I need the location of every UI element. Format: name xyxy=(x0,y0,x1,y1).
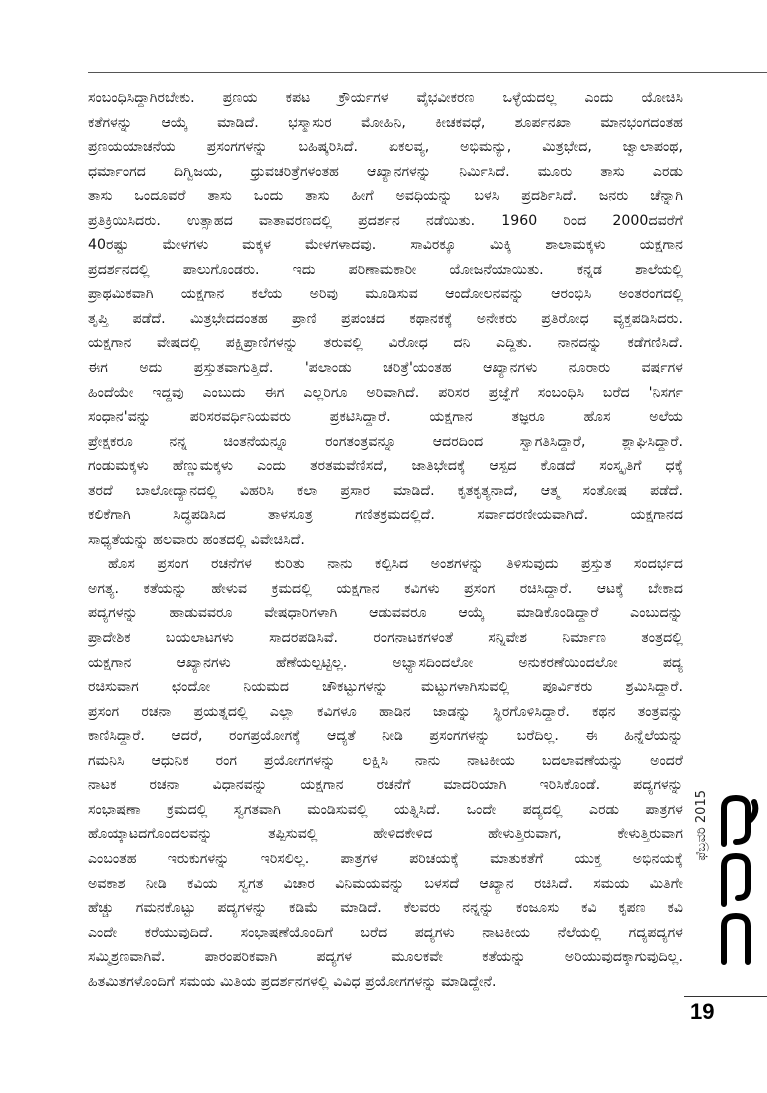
text-line: ಪ್ರದರ್ಶನದಲ್ಲಿ ಪಾಲುಗೊಂಡರು. ಇದು ಪರಿಣಾಮಕಾರೀ ಯೋಜನೆಯಾಯಿತು. ಕನ್ನಡ ಶಾಲೆಯಲ್ಲಿ xyxy=(88,261,683,278)
text-line: ಅವಕಾಶ ನೀಡಿ ಕವಿಯ ಸ್ವಗತ ವಿಚಾರ ವಿನಿಮಯವನ್ನು ಬಳಸದೆ ಆಖ್ಯಾನ ರಚಿಸಿದೆ. ಸಮಯ ಮಿತಿಗೇ xyxy=(88,875,683,892)
text-line: ಯಕ್ಷಗಾನ ವೇಷದಲ್ಲಿ ಪಕ್ಷಿಪ್ರಾಣಿಗಳನ್ನು ತರುವಲ್ಲಿ ವಿರೋಧ ದನಿ ಎದ್ದಿತು. ನಾನದನ್ನು ಕಡೆಗಣಿಸಿದೆ. xyxy=(88,335,683,352)
text-line: ಕತೆಗಳನ್ನು ಆಯ್ಕೆ ಮಾಡಿದೆ. ಭಸ್ಮಾಸುರ ಮೋಹಿನಿ, ಕೀಚಕವಧೆ, ಶೂರ್ಪನಖಾ ಮಾನಭಂಗದಂತಹ xyxy=(88,114,683,131)
logo-glyph-3 xyxy=(724,798,748,844)
text-line: ಪ್ರಣಯಯಾಚನೆಯ ಪ್ರಸಂಗಗಳನ್ನು ಬಹಿಷ್ಕರಿಸಿದೆ. ಏಕಲವ್ಯ, ಅಭಿಮನ್ಯು, ಮಿತ್ರಭೇದ, ಜ್ವಾಲಾಪಂಥ, xyxy=(88,139,683,156)
text-line: ಪ್ರಸಂಗ ರಚನಾ ಪ್ರಯತ್ನದಲ್ಲಿ ಎಲ್ಲಾ ಕವಿಗಳೂ ಹಾಡಿನ ಜಾಡನ್ನು ಸ್ಥಿರಗೊಳಿಸಿದ್ದಾರೆ. ಕಥನ ತಂತ್ರವನ್ನು xyxy=(88,703,683,720)
text-line: ಎಂಬಂತಹ ಇರುಕುಗಳನ್ನು ಇರಿಸಲಿಲ್ಲ. ಪಾತ್ರಗಳ ಪರಿಚಯಕ್ಕೆ ಮಾತುಕತೆಗೆ ಯುಕ್ತ ಅಭಿನಯಕ್ಕೆ xyxy=(88,850,683,867)
text-line: ಸಂಧಾನ'ವನ್ನು ಪರಿಸರವರ್ಧಿನಿಯವರು ಪ್ರಕಟಿಸಿದ್ದಾರೆ. ಯಕ್ಷಗಾನ ತಜ್ಞರೂ ಹೊಸ ಅಲೆಯ xyxy=(88,409,683,426)
text-line: ತರದೆ ಬಾಲೋದ್ಯಾನದಲ್ಲಿ ವಿಹರಿಸಿ ಕಲಾ ಪ್ರಸಾರ ಮಾಡಿದೆ. ಕೃತಕೃತ್ಯನಾದೆ, ಆತ್ಮ ಸಂತೋಷ ಪಡೆದೆ. xyxy=(88,482,683,499)
text-line: ಪ್ರಾಥಮಿಕವಾಗಿ ಯಕ್ಷಗಾನ ಕಲೆಯ ಅರಿವು ಮೂಡಿಸುವ ಆಂದೋಲನವನ್ನು ಆರಂಭಿಸಿ ಅಂತರಂಗದಲ್ಲಿ xyxy=(88,286,683,303)
text-line: ಎಂದೇ ಕರೆಯುವುದಿದೆ. ಸಂಭಾಷಣೆಯೊಂದಿಗೆ ಬರೆದ ಪದ್ಯಗಳು ನಾಟಕೀಯ ನೆಲೆಯಲ್ಲಿ ಗದ್ಯಪದ್ಯಗಳ xyxy=(88,924,683,941)
logo-glyph-2 xyxy=(724,856,748,904)
text-line: ಪ್ರಾದೇಶಿಕ ಬಯಲಾಟಗಳು ಸಾದರಪಡಿಸಿವೆ. ರಂಗನಾಟಕಗಳಂತೆ ಸನ್ನಿವೇಶ ನಿರ್ಮಾಣ ತಂತ್ರದಲ್ಲಿ xyxy=(88,630,683,647)
text-line: ಹಿತಮಿತಗಳೊಂದಿಗೆ ಸಮಯ ಮಿತಿಯ ಪ್ರದರ್ಶನಗಳಲ್ಲಿ ವಿವಿಧ ಪ್ರಯೋಗಗಳನ್ನು ಮಾಡಿದ್ದೇನೆ. xyxy=(88,973,497,990)
text-line: ಹಿಂದೆಯೇ ಇದ್ದವು ಎಂಬುದು ಈಗ ಎಲ್ಲರಿಗೂ ಅರಿವಾಗಿದೆ. ಪರಿಸರ ಪ್ರಜ್ಞೆಗೆ ಸಂಬಂಧಿಸಿ ಬರೆದ 'ನಿಸರ್ಗ xyxy=(88,384,683,401)
text-line: ಹೊಸ ಪ್ರಸಂಗ ರಚನೆಗಳ ಕುರಿತು ನಾನು ಕಲ್ಪಿಸಿದ ಅಂಶಗಳನ್ನು ತಿಳಿಸುವುದು ಪ್ರಸ್ತುತ ಸಂದರ್ಭದ xyxy=(108,556,683,573)
paragraph xyxy=(88,552,683,994)
logo-glyph-1 xyxy=(724,916,748,962)
text-line: ಕಲಿಕೆಗಾಗಿ ಸಿದ್ಧಪಡಿಸಿದ ತಾಳಸೂತ್ರ ಗಣಿತಕ್ರಮದಲ್ಲಿದೆ. ಸರ್ವಾದರಣೀಯವಾಗಿದೆ. ಯಕ್ಷಗಾನದ xyxy=(88,507,683,524)
text-line: ತೃಪ್ತಿ ಪಡೆದೆ. ಮಿತ್ರಭೇದದಂತಹ ಪ್ರಾಣಿ ಪ್ರಪಂಚದ ಕಥಾನಕಕ್ಕೆ ಅನೇಕರು ಪ್ರತಿರೋಧ ವ್ಯಕ್ತಪಡಿಸಿದರು. xyxy=(88,310,683,327)
page-number: 19 xyxy=(690,999,715,1024)
text-line: ಹೊಯ್ಕಾಟದಗೊಂದಲವನ್ನು ತಪ್ಪಿಸುವಲ್ಲಿ ಹೇಳಿದಕೇಳಿದ ಹೇಳುತ್ತಿರುವಾಗ, ಕೇಳುತ್ತಿರುವಾಗ xyxy=(88,826,683,843)
text-line: ನಾಟಕ ರಚನಾ ವಿಧಾನವನ್ನು ಯಕ್ಷಗಾನ ರಚನೆಗೆ ಮಾದರಿಯಾಗಿ ಇರಿಸಿಕೊಂಡೆ. ಪದ್ಯಗಳನ್ನು xyxy=(88,777,683,794)
footer-rule xyxy=(684,996,767,997)
text-line: ತಾಸು ಒಂದೂವರೆ ತಾಸು ಒಂದು ತಾಸು ಹೀಗೆ ಅವಧಿಯನ್ನು ಬಳಸಿ ಪ್ರದರ್ಶಿಸಿದೆ. ಜನರು ಚೆನ್ನಾಗಿ xyxy=(88,188,683,205)
text-line: ಪ್ರತಿಕ್ರಿಯಿಸಿದರು. ಉತ್ಸಾಹದ ವಾತಾವರಣದಲ್ಲಿ ಪ್ರದರ್ಶನ ನಡೆಯಿತು. 1960 ರಿಂದ 2000ದವರೆಗೆ xyxy=(88,212,683,229)
text-line: ಅಗತ್ಯ. ಕತೆಯನ್ನು ಹೇಳುವ ಕ್ರಮದಲ್ಲಿ ಯಕ್ಷಗಾನ ಕವಿಗಳು ಪ್ರಸಂಗ ರಚಿಸಿದ್ದಾರೆ. ಆಟಕ್ಕೆ ಬೇಕಾದ xyxy=(88,580,683,597)
text-line: ಕಾಣಿಸಿದ್ದಾರೆ. ಆದರೆ, ರಂಗಪ್ರಯೋಗಕ್ಕೆ ಆದ್ಯತೆ ನೀಡಿ ಪ್ರಸಂಗಗಳನ್ನು ಬರೆದಿಲ್ಲ. ಈ ಹಿನ್ನೆಲೆಯನ್ನು xyxy=(88,728,683,745)
magazine-logo xyxy=(716,790,760,970)
text-line: ಯಕ್ಷಗಾನ ಆಖ್ಯಾನಗಳು ಹೆಣೆಯಲ್ಪಟ್ಟಿಲ್ಲ. ಅಭ್ಯಾಸದಿಂದಲೋ ಅನುಕರಣೆಯಿಂದಲೋ ಪದ್ಯ xyxy=(88,654,683,671)
text-line: ಧರ್ಮಾಂಗದ ದಿಗ್ವಿಜಯ, ಧ್ರುವಚರಿತ್ರೆಗಳಂತಹ ಆಖ್ಯಾನಗಳನ್ನು ನಿರ್ಮಿಸಿದೆ. ಮೂರು ತಾಸು ಎರಡು xyxy=(88,163,683,180)
text-line: ಸಾಧ್ಯತೆಯನ್ನು ಹಲವಾರು ಹಂತದಲ್ಲಿ ವಿವೇಚಿಸಿದೆ. xyxy=(88,531,305,548)
article-body xyxy=(88,86,683,994)
text-line: ಪದ್ಯಗಳನ್ನು ಹಾಡುವವರೂ ವೇಷಧಾರಿಗಳಾಗಿ ಆಡುವವರೂ ಆಯ್ಕೆ ಮಾಡಿಕೊಂಡಿದ್ದಾರೆ ಎಂಬುದನ್ನು xyxy=(88,605,683,622)
text-line: ಪ್ರೇಕ್ಷಕರೂ ನನ್ನ ಚಿಂತನೆಯನ್ನೂ ರಂಗತಂತ್ರವನ್ನೂ ಆದರದಿಂದ ಸ್ವಾಗತಿಸಿದ್ದಾರೆ, ಶ್ಲಾಘಿಸಿದ್ದಾರೆ. xyxy=(88,433,683,450)
text-line: 40ರಷ್ಟು ಮೇಳಗಳು ಮಕ್ಕಳ ಮೇಳಗಳಾದವು. ಸಾವಿರಕ್ಕೂ ಮಿಕ್ಕಿ ಶಾಲಾಮಕ್ಕಳು ಯಕ್ಷಗಾನ xyxy=(88,237,683,254)
issue-date: ಫೆಬ್ರವರಿ 2015 xyxy=(694,790,709,861)
text-line: ಸಂಬಂಧಿಸಿದ್ದಾಗಿರಬೇಕು. ಪ್ರಣಯ ಕಪಟ ಕ್ರೌರ್ಯಗಳ ವೈಭವೀಕರಣ ಒಳ್ಳೆಯದಲ್ಲ ಎಂದು ಯೋಚಿಸಿ xyxy=(88,90,683,106)
text-line: ರಚಿಸುವಾಗ ಛಂದೋ ನಿಯಮದ ಚೌಕಟ್ಟುಗಳನ್ನು ಮಟ್ಟುಗಳಾಗಿಸುವಲ್ಲಿ ಪೂರ್ವಿಕರು ಶ್ರಮಿಸಿದ್ದಾರೆ. xyxy=(88,679,683,696)
text-line: ಗಂಡುಮಕ್ಕಳು ಹೆಣ್ಣುಮಕ್ಕಳು ಎಂದು ತರತಮವೆಣಿಸದೆ, ಜಾತಿಭೇದಕ್ಕೆ ಆಸ್ಪದ ಕೊಡದೆ ಸಂಸ್ಕೃತಿಗೆ ಧಕ್ಕೆ xyxy=(88,458,683,475)
text-line: ಈಗ ಅದು ಪ್ರಸ್ತುತವಾಗುತ್ತಿದೆ. 'ಪಲಾಂಡು ಚರಿತ್ರೆ'ಯಂತಹ ಆಖ್ಯಾನಗಳು ನೂರಾರು ವರ್ಷಗಳ xyxy=(88,360,683,377)
text-line: ಸಂಭಾಷಣಾ ಕ್ರಮದಲ್ಲಿ ಸ್ವಗತವಾಗಿ ಮಂಡಿಸುವಲ್ಲಿ ಯತ್ನಿಸಿದೆ. ಒಂದೇ ಪದ್ಯದಲ್ಲಿ ಎರಡು ಪಾತ್ರಗಳ xyxy=(88,801,683,818)
paragraph xyxy=(88,86,683,552)
header-rule xyxy=(88,72,767,73)
text-line: ಹೆಚ್ಚು ಗಮನಕೊಟ್ಟು ಪದ್ಯಗಳನ್ನು ಕಡಿಮೆ ಮಾಡಿದೆ. ಕೆಲವರು ನನ್ನನ್ನು ಕಂಜೂಸು ಕವಿ ಕೃಪಣ ಕವಿ xyxy=(88,900,683,917)
text-line: ಸಮ್ಮಿಶ್ರಣವಾಗಿವೆ. ಪಾರಂಪರಿಕವಾಗಿ ಪದ್ಯಗಳ ಮೂಲಕವೇ ಕತೆಯನ್ನು ಅರಿಯುವುದಕ್ಕಾಗುವುದಿಲ್ಲ. xyxy=(88,949,683,966)
text-line: ಗಮನಿಸಿ ಆಧುನಿಕ ರಂಗ ಪ್ರಯೋಗಗಳನ್ನು ಲಕ್ಷಿಸಿ ನಾನು ನಾಟಕೀಯ ಬದಲಾವಣೆಯನ್ನು ಅಂದರೆ xyxy=(88,752,683,769)
